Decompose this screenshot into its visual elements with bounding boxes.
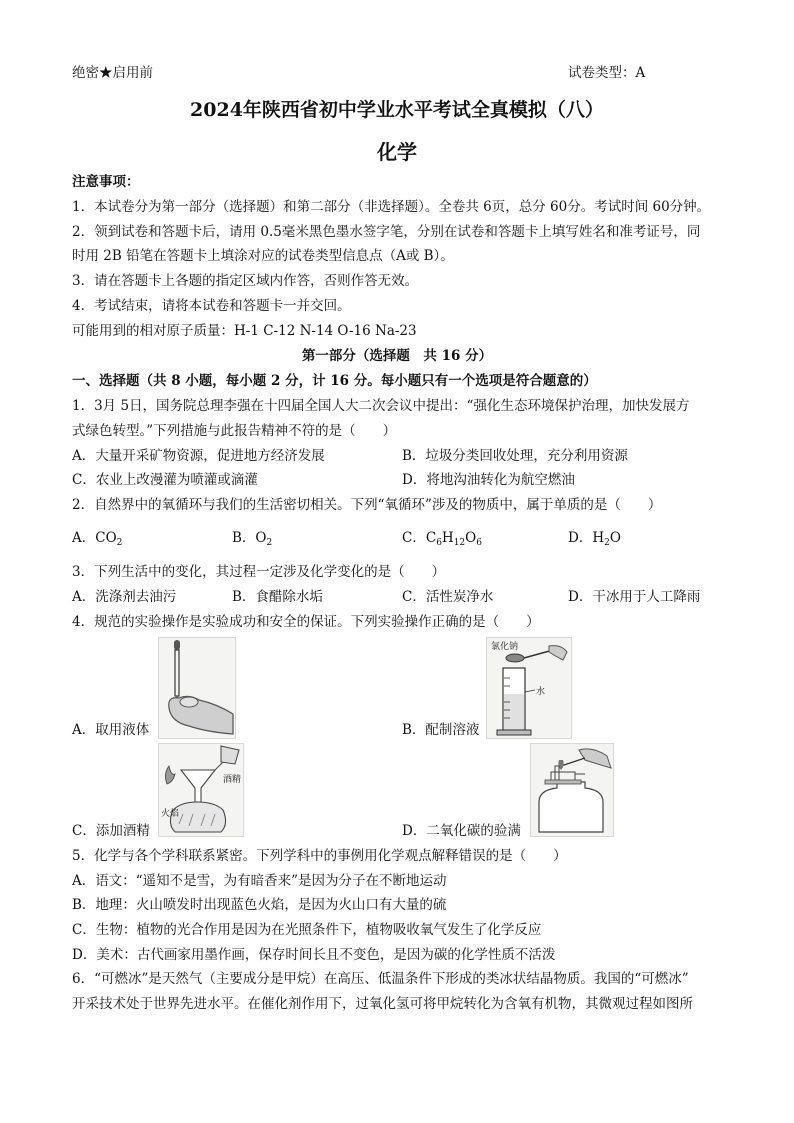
q1-option-c: C．农业上改漫灌为喷灌或滴灌 (72, 472, 258, 488)
q3-option-c: C．活性炭净水 (402, 589, 494, 605)
q1-option-d: D．将地沟油转化为航空燃油 (402, 472, 575, 488)
part1-title: 第一部分（选择题 共 16 分） (301, 348, 493, 364)
gas-bottle-illustration (531, 744, 613, 836)
q2-option-d: D．$H_2O$ (568, 530, 621, 548)
notice-item: 1．本试卷分为第一部分（选择题）和第二部分（非选择题）。全卷共 6页，总分 60分。考试时间 60分钟。 (72, 199, 711, 215)
q5-option-b: B．地理：火山喷发时出现蓝色火焰，是因为火山口有大量的硫 (72, 897, 447, 913)
section-title: 一、选择题（共 8 小题，每小题 2 分，计 16 分。每小题只有一个选项是符合题意的） (72, 373, 597, 389)
q1-option-b: B．垃圾分类回收处理，充分利用资源 (402, 448, 628, 464)
q6-stem-line1: 6．“可燃冰”是天然气（主要成分是甲烷）在高压、低温条件下形成的类冰状结晶物质。我国的“可燃冰” (72, 971, 689, 987)
fig-b-salt-label: 氯化钠 (491, 642, 519, 652)
q2-option-c: C．$C_6H_{12}O_6$ (402, 530, 482, 548)
confidential-label: 绝密★启用前 (72, 65, 153, 81)
subject-title: 化学 (377, 140, 417, 164)
q5-stem: 5．化学与各个学科联系紧密。下列学科中的事例用化学观点解释错误的是（ ） (72, 848, 567, 864)
q5-option-d: D．美术：古代画家用墨作画，保存时间长且不变色，是因为碳的化学性质不活泼 (72, 947, 556, 963)
figure-take-liquid (158, 637, 236, 739)
q4-option-d: D．二氧化碳的验满 (402, 823, 521, 839)
q4-option-c: C．添加酒精 (72, 823, 150, 839)
fig-c-flame-label: 火焰 (161, 809, 180, 819)
notice-item: 3．请在答题卡上各题的指定区域内作答，否则作答无效。 (72, 273, 419, 289)
fig-b-water-label: 水 (536, 687, 546, 697)
exam-title: 2024年陕西省初中学业水平考试全真模拟（八） (190, 99, 604, 121)
q6-stem-line2: 开采技术处于世界先进水平。在催化剂作用下，过氧化氢可将甲烷转化为含氧有机物，其微观过程如图所 (72, 996, 693, 1012)
notice-heading: 注意事项： (72, 174, 140, 190)
q2-option-a: A．$CO_2$ (72, 530, 123, 548)
q2-stem: 2．自然界中的氧循环与我们的生活密切相关。下列“氧循环”涉及的物质中，属于单质的是（ ） (72, 497, 662, 513)
q1-option-a: A．大量开采矿物资源，促进地方经济发展 (72, 448, 325, 464)
notice-item: 4．考试结束，请将本试卷和答题卡一并交回。 (72, 298, 351, 314)
dropper-illustration (159, 638, 235, 738)
q4-option-a: A．取用液体 (72, 722, 150, 738)
notice-item: 2．领到试卷和答题卡后，请用 0.5毫米黑色墨水签字笔，分别在试卷和答题卡上填写姓名和准考证号，同 (72, 224, 701, 240)
q3-option-b: B．食醋除水垢 (232, 589, 323, 605)
notice-item: 时用 2B 铅笔在答题卡上填涂对应的试卷类型信息点（A或 B）。 (72, 248, 454, 264)
q2-option-b: B．$O_2$ (232, 530, 273, 548)
figure-prepare-solution (486, 637, 572, 739)
alcohol-lamp-illustration (159, 744, 243, 836)
q3-option-d: D．干冰用于人工降雨 (568, 589, 701, 605)
q3-stem: 3．下列生活中的变化，其过程一定涉及化学变化的是（ ） (72, 564, 446, 580)
q3-option-a: A．洗涤剂去油污 (72, 589, 177, 605)
cylinder-illustration (487, 638, 571, 738)
q5-option-c: C．生物：植物的光合作用是因为在光照条件下，植物吸收氧气发生了化学反应 (72, 922, 542, 938)
q5-option-a: A．语文：“遥知不是雪，为有暗香来”是因为分子在不断地运动 (72, 873, 447, 889)
figure-co2-test (530, 743, 614, 837)
paper-type-label: 试卷类型：A (568, 65, 646, 81)
q1-stem-line1: 1．3月 5日，国务院总理李强在十四届全国人大二次会议中提出：“强化生态环境保护治理，加快发展方 (72, 398, 690, 414)
q4-option-b: B．配制溶液 (402, 722, 480, 738)
fig-c-alcohol-label: 酒精 (223, 775, 242, 785)
atomic-masses: 可能用到的相对原子质量：H-1 C-12 N-14 O-16 Na-23 (72, 323, 417, 339)
q1-stem-line2: 式绿色转型。”下列措施与此报告精神不符的是（ ） (72, 423, 397, 439)
q4-stem: 4．规范的实验操作是实验成功和安全的保证。下列实验操作正确的是（ ） (72, 614, 540, 630)
figure-add-alcohol (158, 743, 244, 837)
